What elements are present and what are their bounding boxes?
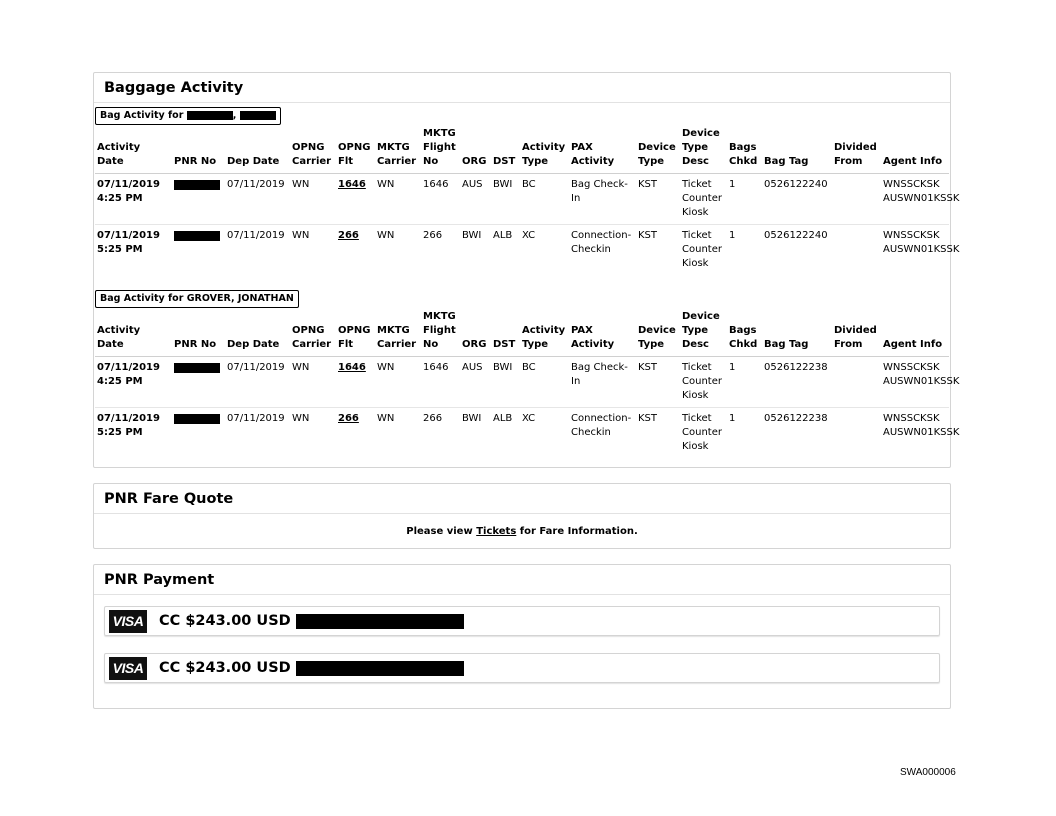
bag-tag: 0526122240 [764,230,828,241]
payment-amount: CC $243.00 USD [159,660,291,676]
col-pnr-no: PNR No [172,310,225,357]
dst: BWI [491,357,520,408]
activity-date: 07/11/2019 4:25 PM [95,174,172,225]
table-row [95,408,949,459]
col-opng-carrier: OPNG Carrier [290,127,336,174]
redacted-card-number [296,614,464,629]
col-bags-chkd: Bags Chkd [727,127,762,174]
mktg-carrier: WN [377,413,395,424]
agent-info: WNSSCKSK AUSWN01KSSK [883,413,960,438]
col-agent-info: Agent Info [881,127,949,174]
agent-info: WNSSCKSK AUSWN01KSSK [881,357,949,408]
bag-activity-label-1: Bag Activity for , [95,107,281,125]
bags-chkd: 1 [729,230,736,241]
device-type-desc: Ticket Counter Kiosk [680,174,727,225]
pnr-no [172,174,225,225]
redacted-name [240,111,276,120]
activity-date: 07/11/2019 5:25 PM [97,230,160,255]
pax-activity: Bag Check-In [569,174,636,225]
col-dep-date: Dep Date [225,310,290,357]
bag-activity-table-2 [95,310,960,458]
opng-carrier: WN [292,413,310,424]
pax-activity: Bag Check-In [569,357,636,408]
mktg-flight-no: 266 [423,230,443,241]
opng-flight-link[interactable]: 1646 [336,174,375,225]
bag-activity-label-2 [95,290,299,308]
col-mktg-flight-no: MKTG Flight No [421,127,460,174]
dst: ALB [493,230,513,241]
col-mktg-carrier: MKTG Carrier [375,310,421,357]
activity-type: XC [522,230,536,241]
fare-quote-panel [93,483,951,549]
mktg-carrier: WN [375,357,421,408]
device-type: KST [638,413,658,424]
bag-tag: 0526122238 [764,413,828,424]
bags-chkd: 1 [727,357,762,408]
col-mktg-flight-no: MKTG Flight No [421,310,460,357]
divided-from [832,408,881,459]
col-opng-carrier: OPNG Carrier [290,310,336,357]
table-row [95,174,949,225]
opng-carrier: WN [290,357,336,408]
device-type: KST [636,357,680,408]
col-opng-flt: OPNG Flt [336,310,375,357]
bates-number: SWA000006 [900,767,956,778]
bag-tag: 0526122240 [762,174,832,225]
bag-label-prefix: Bag Activity for [100,110,184,121]
activity-type: BC [520,174,569,225]
visa-card-icon: VISA [109,657,147,680]
col-divided-from: Divided From [832,310,881,357]
table-row [95,357,949,408]
payment-amount: CC $243.00 USD [159,613,291,629]
mktg-flight-no: 1646 [421,174,460,225]
col-activity-date: Activity Date [95,310,172,357]
opng-carrier: WN [290,174,336,225]
dst: BWI [491,174,520,225]
col-org: ORG [460,127,491,174]
col-pax-activity: PAX Activity [569,127,636,174]
redacted-pnr [174,363,220,373]
activity-date: 07/11/2019 4:25 PM [95,357,172,408]
device-type: KST [638,230,658,241]
col-opng-flt: OPNG Flt [336,127,375,174]
payment-title: PNR Payment [94,565,950,595]
col-divided-from: Divided From [832,127,881,174]
mktg-carrier: WN [375,174,421,225]
activity-type: XC [522,413,536,424]
redacted-pnr [174,180,220,190]
pnr-no [172,357,225,408]
col-agent-info: Agent Info [881,310,949,357]
divided-from [832,357,881,408]
payment-item[interactable] [104,653,940,683]
mktg-flight-no: 266 [423,413,443,424]
payment-item[interactable] [104,606,940,636]
bag-activity-table-1 [95,127,960,275]
fare-quote-title: PNR Fare Quote [94,484,950,514]
pax-activity: Connection-Checkin [571,230,632,255]
redacted-card-number [296,661,464,676]
mktg-flight-no: 1646 [421,357,460,408]
opng-flight-link[interactable]: 266 [338,413,359,424]
table-header-row [95,127,949,174]
org: BWI [462,413,482,424]
baggage-activity-panel [93,72,960,468]
col-mktg-carrier: MKTG Carrier [375,127,421,174]
col-dep-date: Dep Date [225,127,290,174]
dep-date: 07/11/2019 [225,174,290,225]
col-device-type-desc: Device Type Desc [680,127,727,174]
bag-label-name: GROVER, JONATHAN [186,293,294,304]
col-device-type: Device Type [636,127,680,174]
device-type-desc: Ticket Counter Kiosk [682,413,722,452]
pax-activity: Connection-Checkin [571,413,632,438]
col-bag-tag: Bag Tag [762,310,832,357]
dep-date: 07/11/2019 [227,413,285,424]
pnr-no [172,408,225,459]
fare-quote-text-before: Please view [406,526,473,537]
device-type-desc: Ticket Counter Kiosk [682,230,722,269]
col-pax-activity: PAX Activity [569,310,636,357]
opng-carrier: WN [292,230,310,241]
col-bags-chkd: Bags Chkd [727,310,762,357]
org: BWI [462,230,482,241]
col-device-type: Device Type [636,310,680,357]
device-type-desc: Ticket Counter Kiosk [680,357,727,408]
col-bag-tag: Bag Tag [762,127,832,174]
divided-from [832,174,881,225]
col-activity-date: Activity Date [95,127,172,174]
org: AUS [460,357,491,408]
baggage-activity-title: Baggage Activity [94,73,950,103]
dep-date: 07/11/2019 [225,357,290,408]
agent-info: WNSSCKSK AUSWN01KSSK [881,174,949,225]
tickets-link[interactable]: Tickets [476,526,517,537]
col-device-type-desc: Device Type Desc [680,310,727,357]
device-type: KST [636,174,680,225]
col-org: ORG [460,310,491,357]
activity-type: BC [520,357,569,408]
pnr-no [172,225,225,276]
dep-date: 07/11/2019 [227,230,285,241]
visa-card-icon: VISA [109,610,147,633]
table-row [95,225,949,276]
col-activity-type: Activity Type [520,127,569,174]
fare-quote-message [94,526,950,537]
mktg-carrier: WN [377,230,395,241]
activity-date: 07/11/2019 5:25 PM [97,413,160,438]
redacted-name [187,111,233,120]
redacted-pnr [174,414,220,424]
col-activity-type: Activity Type [520,310,569,357]
agent-info: WNSSCKSK AUSWN01KSSK [883,230,960,255]
col-pnr-no: PNR No [172,127,225,174]
table-header-row [95,310,949,357]
col-dst: DST [491,127,520,174]
divided-from [832,225,881,276]
bag-label-prefix: Bag Activity for [100,293,184,304]
opng-flight-link[interactable]: 266 [338,230,359,241]
dst: ALB [493,413,513,424]
bags-chkd: 1 [729,413,736,424]
org: AUS [460,174,491,225]
payment-panel [93,564,951,709]
redacted-pnr [174,231,220,241]
bag-tag: 0526122238 [762,357,832,408]
bags-chkd: 1 [727,174,762,225]
opng-flight-link[interactable]: 1646 [336,357,375,408]
fare-quote-text-after: for Fare Information. [519,526,638,537]
col-dst: DST [491,310,520,357]
